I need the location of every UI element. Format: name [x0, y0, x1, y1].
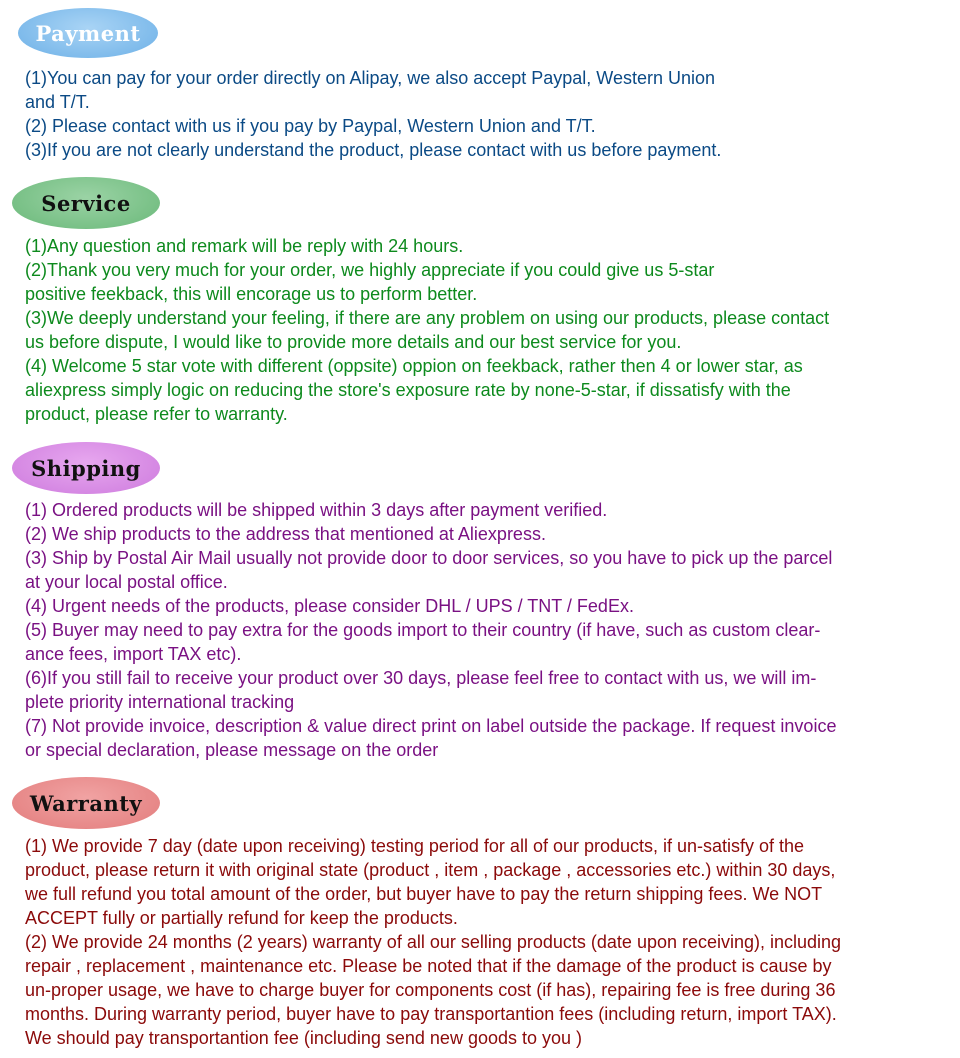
text-line: (3)If you are not clearly understand the product, please contact with us before payment.	[25, 140, 722, 160]
text-line: and T/T.	[25, 92, 90, 112]
text-line: ACCEPT fully or partially refund for keep the products.	[25, 908, 458, 928]
text-line: ance fees, import TAX etc).	[25, 644, 242, 664]
text-line: un-proper usage, we have to charge buyer for components cost (if has), repairing fee is free during 36	[25, 980, 836, 1000]
text-line: at your local postal office.	[25, 572, 228, 592]
warranty-title: Warranty	[29, 790, 143, 816]
shipping-heading	[12, 442, 160, 494]
shipping-title: Shipping	[31, 455, 141, 481]
text-line: (2) We provide 24 months (2 years) warranty of all our selling products (date upon receiving), including	[25, 932, 842, 952]
text-line: (1)Any question and remark will be reply with 24 hours.	[25, 236, 464, 256]
text-line: We should pay transportantion fee (including send new goods to you )	[25, 1028, 583, 1048]
text-line: (6)If you still fail to receive your product over 30 days, please feel free to contact with us, we will im-	[25, 668, 817, 688]
text-line: months. During warranty period, buyer have to pay transportantion fees (including return, import TAX).	[25, 1004, 837, 1024]
text-line: positive feekback, this will encorage us to perform better.	[25, 284, 478, 304]
shipping-text	[25, 498, 950, 762]
text-line: (4) Welcome 5 star vote with different (oppsite) oppion on feekback, rather then 4 or lower star, as	[25, 356, 803, 376]
warranty-heading	[12, 777, 160, 829]
text-line: (5) Buyer may need to pay extra for the goods import to their country (if have, such as custom clear-	[25, 620, 821, 640]
text-line: (1) We provide 7 day (date upon receiving) testing period for all of our products, if un-satisfy of the	[25, 836, 805, 856]
text-line: (3) Ship by Postal Air Mail usually not provide door to door services, so you have to pick up the parcel	[25, 548, 833, 568]
text-line: plete priority international tracking	[25, 692, 295, 712]
text-line: or special declaration, please message on the order	[25, 740, 439, 760]
text-line: (4) Urgent needs of the products, please consider DHL / UPS / TNT / FedEx.	[25, 596, 634, 616]
text-line: (1)You can pay for your order directly on Alipay, we also accept Paypal, Western Union	[25, 68, 716, 88]
text-line: (1) Ordered products will be shipped within 3 days after payment verified.	[25, 500, 608, 520]
service-text	[25, 234, 950, 426]
payment-title: Payment	[35, 20, 141, 46]
text-line: (2)Thank you very much for your order, we highly appreciate if you could give us 5-star	[25, 260, 715, 280]
text-line: (2) Please contact with us if you pay by Paypal, Western Union and T/T.	[25, 116, 596, 136]
text-line: (3)We deeply understand your feeling, if there are any problem on using our products, please contact	[25, 308, 830, 328]
payment-heading	[18, 8, 158, 58]
text-line: product, please refer to warranty.	[25, 404, 288, 424]
text-line: us before dispute, I would like to provide more details and our best service for you.	[25, 332, 682, 352]
service-heading	[12, 177, 160, 229]
text-line: product, please return it with original state (product , item , package , accessories etc.) within 30 days,	[25, 860, 836, 880]
text-line: repair , replacement , maintenance etc. Please be noted that if the damage of the product is cause by	[25, 956, 832, 976]
service-title: Service	[41, 190, 131, 216]
warranty-text	[25, 834, 950, 1050]
payment-text	[25, 66, 950, 162]
text-line: we full refund you total amount of the order, but buyer have to pay the return shipping fees. We NOT	[25, 884, 823, 904]
text-line: aliexpress simply logic on reducing the store's exposure rate by none-5-star, if dissatisfy with the	[25, 380, 791, 400]
text-line: (7) Not provide invoice, description & value direct print on label outside the package. If request invoice	[25, 716, 837, 736]
text-line: (2) We ship products to the address that mentioned at Aliexpress.	[25, 524, 546, 544]
